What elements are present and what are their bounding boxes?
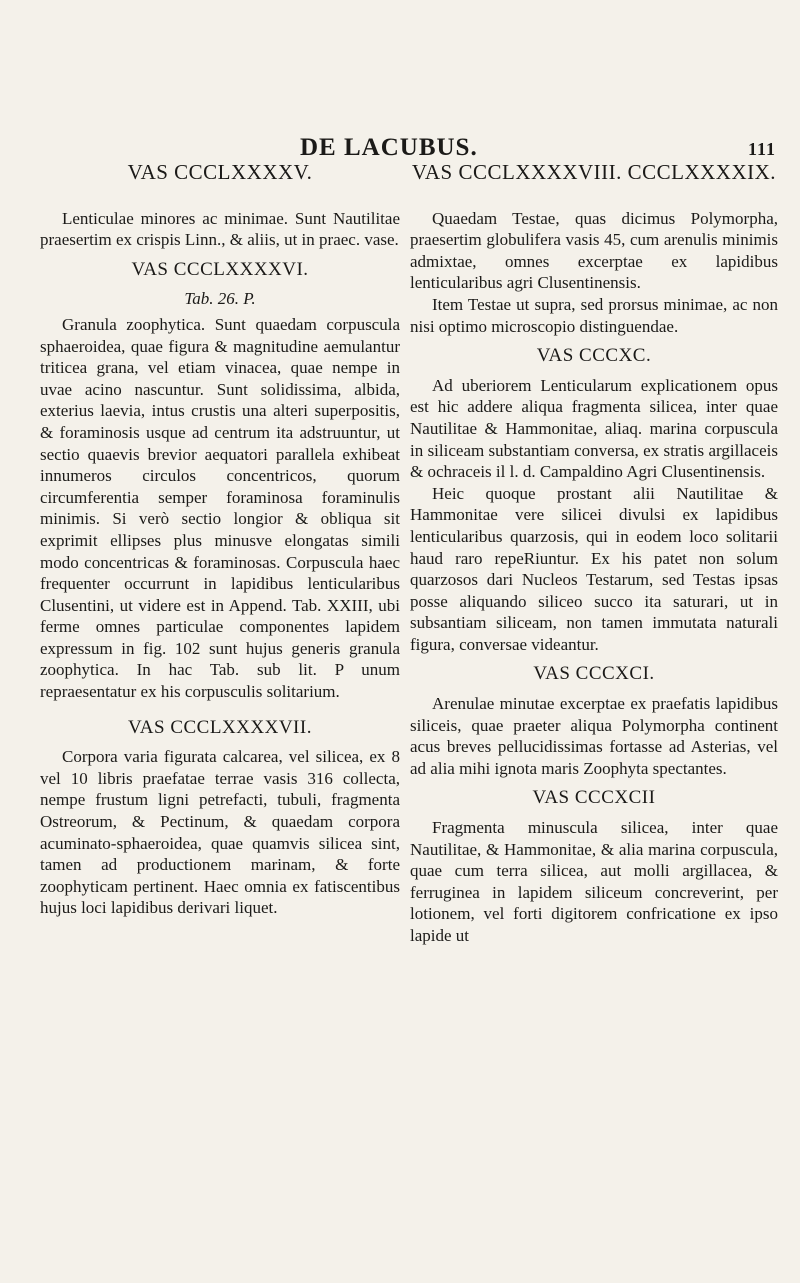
paragraph: Corpora varia figurata calcarea, vel silicea, ex 8 vel 10 libris praefatae terrae vasis 316 collecta, nempe frustum ligni petrefacti, tubuli, fragmenta Ostreorum, & Pectinum, & quaedam corpora acuminato-sphaeroidea, quae quamvis silicea sint, tamen ad productionem marinam, & forte zoophyticam pertinent. Haec omnia ex fatiscentibus hujus loci lapidibus derivari liquet.	[40, 747, 400, 918]
left-column	[40, 162, 400, 919]
paragraph: Arenulae minutae excerptae ex praefatis lapidibus siliceis, quae praeter aliqua Polymorpha continent acus breves pellucidissimas fortasse ad Asterias, vel ad alia mihi ignota maris Zoophyta spectantes.	[410, 694, 778, 778]
section-heading-vas-392: VAS CCCXCII	[532, 787, 656, 809]
running-title: DE LACUBUS.	[300, 134, 478, 161]
paragraph: Ad uberiorem Lenticularum explicationem opus est hic addere aliqua fragmenta silicea, inter quae Nautilitae & Hammonitae, aliaq. marina corpuscula in siliceam substantiam conversa, ex stratis argillaceis & ochraceis il l. d. Campaldino Agri Clusentinensis.	[410, 375, 778, 482]
plate-reference: Tab. 26. P.	[184, 289, 256, 309]
paragraph: Granula zoophytica. Sunt quaedam corpuscula sphaeroidea, quae figura & magnitudine aemulantur triticea grana, vel etiam vinacea, quae nempe in uvae acino nascuntur. Sunt solidissima, albida, exterius laevia, intus crustis una alteri superpositis, & foraminosis usque ad centrum ita adstruuntur, ut sectio quaevis brevior aequatori parallela exhibeat innumeros circulos concentricos, quorum circumferentia semper foraminosa foraminulis minimis. Si verò sectio longior & obliqua sit exprimit ellipses plus minusve elongatas simili modo concentricas & foraminosas. Corpuscula haec frequenter occurrunt in lapidibus lenticularibus Clusentini, ut videre est in Append. Tab. XXIII, ubi ferme omnes particulae componentes lapidem expressum in fig. 102 sunt hujus generis granula zoophytica. In hac Tab. sub lit. P unum repraesentatur ex his corpusculis solitarium.	[40, 314, 400, 702]
section-heading-vas-395: VAS CCCLXXXXV.	[127, 160, 313, 184]
right-column	[410, 162, 778, 947]
section-heading-vas-397: VAS CCCLXXXXVII.	[128, 716, 312, 738]
section-heading-vas-390: VAS CCCXC.	[536, 345, 652, 367]
section-heading-vas-396: VAS CCCLXXXXVI.	[131, 258, 309, 280]
page-number: 111	[748, 139, 777, 159]
paragraph: Quaedam Testae, quas dicimus Polymorpha, praesertim globulifera vasis 45, cum arenulis minimis admixtae, omnes excerptae ex lapidibus lenticularibus agri Clusentinensis.	[410, 208, 778, 293]
section-heading-vas-398-399: VAS CCCLXXXXVIII. CCCLXXXXIX.	[411, 160, 777, 184]
paragraph: Lenticulae minores ac minimae. Sunt Nautilitae praesertim ex crispis Linn., & aliis, ut in praec. vase.	[40, 208, 400, 250]
paragraph: Item Testae ut supra, sed prorsus minimae, ac non nisi optimo microscopio distinguendae.	[410, 294, 778, 336]
paragraph: Fragmenta minuscula silicea, inter quae Nautilitae, & Hammonitae, & alia marina corpuscula, quae cum terra silicea, aut molli argillacea, & ferruginea in lapidem siliceum concreverint, per lotionem, vel forti digitorem confricatione ex ipso lapide ut	[410, 818, 778, 945]
section-heading-vas-391: VAS CCCXCI.	[533, 663, 655, 685]
paragraph: Heic quoque prostant alii Nautilitae & Hammonitae vere silicei divulsi ex lapidibus lenticularibus quarzosis, qui in eodem loco solitarii haud raro repeRiuntur. Ex his patet non solum quarzosos dari Nucleos Testarum, sed Testas ipsas posse aliquando siliceo succo ita saturari, ut in subsantiam siliceam, non tamen immutata naturali figura, conversae videantur.	[410, 483, 778, 654]
